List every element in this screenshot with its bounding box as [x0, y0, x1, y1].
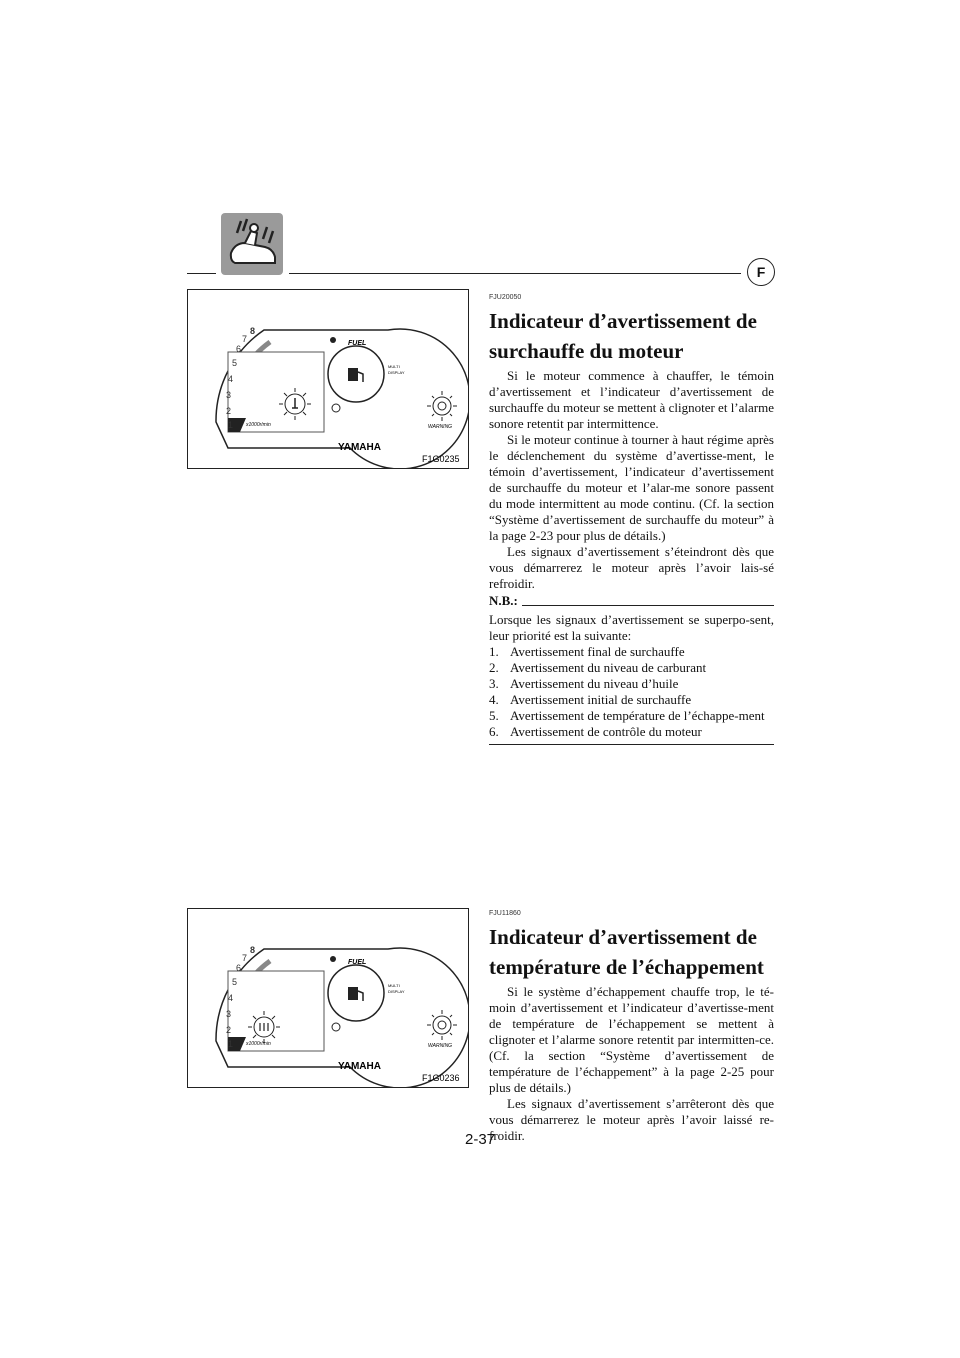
note-label: N.B.:: [489, 593, 518, 608]
rpm-label: x1000r/min: [246, 1041, 271, 1047]
section-title-line1: Indicateur d’avertissement de: [489, 925, 757, 949]
dashboard-figure-exhaust: [187, 908, 469, 1088]
rpm-label: x1000r/min: [246, 422, 271, 428]
note-heading: [489, 593, 774, 609]
figure-label: F1G0236: [422, 1073, 460, 1083]
page-number: 2-37: [464, 1131, 496, 1148]
section-code: FJU11860: [489, 910, 521, 917]
section-title-line1: Indicateur d’avertissement de: [489, 309, 757, 333]
tick-3: 3: [226, 390, 232, 400]
section-exhaust: [489, 906, 774, 1144]
tick-5: 5: [232, 358, 238, 368]
tick-4: 4: [228, 374, 234, 384]
tick-2: 2: [226, 406, 232, 416]
list-item: 5. Avertissement de température de l’échappe-ment: [489, 708, 765, 723]
brand-logo: YAMAHA: [338, 442, 381, 453]
header-rule-left: [187, 273, 216, 274]
section-title-line2: surchauffe du moteur: [489, 339, 684, 363]
tick-2: 2: [226, 1025, 232, 1035]
list-item: 6. Avertissement de contrôle du moteur: [489, 724, 702, 739]
fuel-label: FUEL: [348, 959, 367, 966]
paragraph: Si le moteur continue à tourner à haut régime après le déclenchement du système d’avertisse-ment, le témoin d’avertissement, l’indicateur d’avertissement de surchauffe du moteur et l’alar-me sonore passent du mode intermittent au mode continu. (Cf. la section “Système d’avertissement de surchauffe du moteur” à la page 2-23 pour plus de détails.): [489, 432, 774, 543]
fuel-label: FUEL: [348, 340, 367, 347]
note-end-rule: [489, 744, 774, 745]
dashboard-figure-overheat: [187, 289, 469, 469]
tick-8: 8: [250, 326, 256, 336]
tick-5: 5: [232, 977, 238, 987]
tick-8: 8: [250, 945, 256, 955]
priority-list: [489, 644, 774, 740]
tick-4: 4: [228, 993, 234, 1003]
paragraph: Si le moteur commence à chauffer, le témoin d’avertissement et l’indicateur d’avertissement de surchauffe du moteur se mettent à clignoter et l’alarme sonore retentit par intermittence.: [489, 368, 774, 431]
paragraph: Les signaux d’avertissement s’éteindront dès que vous démarrerez le moteur après l’avoir lais-sé refroidir.: [489, 544, 774, 591]
section-title-line2: température de l’échappement: [489, 955, 764, 979]
paragraph: Les signaux d’avertissement s’arrêteront dès que vous démarrerez le moteur après l’avoir laissé re-froidir.: [489, 1096, 774, 1143]
multi-label: MULTI: [388, 983, 400, 988]
list-item: 3. Avertissement du niveau d’huile: [489, 676, 679, 691]
multi-label: MULTI: [388, 364, 400, 369]
list-item: 4. Avertissement initial de surchauffe: [489, 692, 692, 707]
section-code: FJU20050: [489, 294, 522, 301]
tick-7: 7: [242, 953, 248, 963]
note-rule: [522, 605, 774, 606]
tick-7: 7: [242, 334, 248, 344]
warning-label: WARNING: [428, 424, 453, 430]
list-item: 2. Avertissement du niveau de carburant: [489, 660, 707, 675]
brand-logo: YAMAHA: [338, 1061, 381, 1072]
tick-3: 3: [226, 1009, 232, 1019]
paragraph: Si le système d’échappement chauffe trop, le té-moin d’avertissement et l’indicateur d’avertisse-ment de température de l’échappement se mettent à clignoter et l’alarme sonore retentit par intermitten-ce. (Cf. la section “Système d’avertissement de température de l’échappement” à la page 2-25 pour plus de détails.): [489, 984, 774, 1095]
figure-label: F1G0235: [422, 454, 460, 464]
note-text: Lorsque les signaux d’avertissement se superpo-sent, leur priorité est la suivante:: [489, 612, 774, 643]
watercraft-section-icon: [221, 213, 283, 275]
warning-label: WARNING: [428, 1043, 453, 1049]
list-item: 1. Avertissement final de surchauffe: [489, 644, 685, 659]
tick-1: 1: [228, 420, 234, 430]
header-rule-right: [289, 273, 741, 274]
section-overheat: [489, 290, 774, 745]
tick-6: 6: [236, 963, 242, 973]
tick-6: 6: [236, 344, 242, 354]
language-badge: F: [747, 258, 775, 286]
display-label: DISPLAY: [388, 370, 405, 375]
tick-1: 1: [228, 1039, 234, 1049]
display-label: DISPLAY: [388, 989, 405, 994]
